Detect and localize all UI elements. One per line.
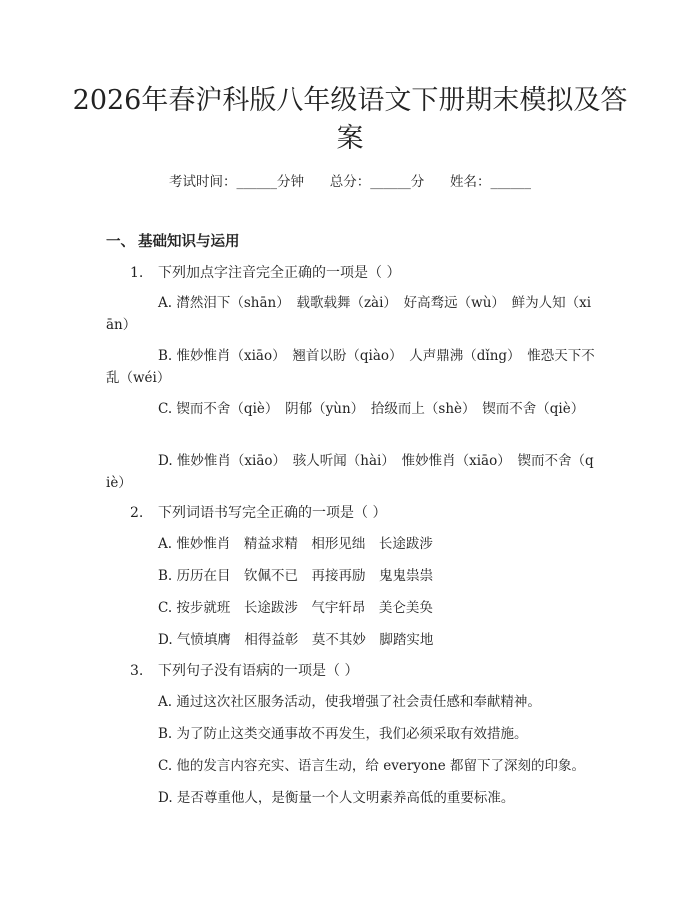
question-3 bbox=[130, 660, 358, 680]
option-1a: A. 潸然泪下（shān） 载歌载舞（zài） 好高骛远（wù） 鲜为人知（xiān） bbox=[106, 295, 592, 333]
score-unit: 分 bbox=[410, 174, 425, 190]
time-blank: ______ bbox=[236, 174, 277, 190]
time-unit: 分钟 bbox=[277, 174, 304, 190]
section-number: 一、 bbox=[106, 233, 135, 250]
score-label: 总分： bbox=[329, 174, 371, 190]
option-1c: C. 锲而不舍（qiè） 阴郁（yùn） 拾级而上（shè） 锲而不舍（qiè） bbox=[158, 401, 585, 417]
option-1b: B. 惟妙惟肖（xiāo） 翘首以盼（qiào） 人声鼎沸（dǐng） 惟恐天下不乱（wéi） bbox=[106, 348, 595, 386]
option-2c: C. 按步就班 长途跋涉 气宇轩昂 美仑美奂 bbox=[158, 600, 433, 616]
option-3a: A. 通过这次社区服务活动，使我增强了社会责任感和奉献精神。 bbox=[158, 694, 541, 710]
name-label: 姓名： bbox=[450, 174, 491, 190]
option-3b: B. 为了防止这类交通事故不再发生，我们必须采取有效措施。 bbox=[158, 726, 528, 742]
name-blank: ______ bbox=[490, 174, 531, 190]
exam-info-line bbox=[0, 170, 700, 190]
question-number: 1. bbox=[130, 265, 144, 281]
score-blank: ______ bbox=[370, 174, 411, 190]
question-2 bbox=[130, 502, 386, 522]
option-3d: D. 是否尊重他人，是衡量一个人文明素养高低的重要标准。 bbox=[158, 790, 515, 806]
section-heading bbox=[106, 230, 240, 251]
question-number: 2. bbox=[130, 505, 144, 521]
page-title: 2026年春沪科版八年级语文下册期末模拟及答案 bbox=[72, 85, 628, 154]
option-1d: D. 惟妙惟肖（xiāo） 骇人听闻（hài） 惟妙惟肖（xiāo） 锲而不舍（qiè） bbox=[106, 453, 594, 491]
option-3c: C. 他的发言内容充实、语言生动，给 everyone 都留下了深刻的印象。 bbox=[158, 758, 586, 774]
option-2a: A. 惟妙惟肖 精益求精 相形见绌 长途跋涉 bbox=[158, 536, 433, 552]
option-2d: D. 气愤填膺 相得益彰 莫不其妙 脚踏实地 bbox=[158, 632, 434, 648]
section-title: 基础知识与运用 bbox=[138, 233, 240, 250]
time-label: 考试时间： bbox=[169, 174, 237, 190]
question-text: 下列句子没有语病的一项是（ ） bbox=[158, 663, 359, 679]
question-1 bbox=[130, 262, 400, 282]
question-text: 下列词语书写完全正确的一项是（ ） bbox=[158, 505, 387, 521]
question-text: 下列加点字注音完全正确的一项是（ ） bbox=[158, 265, 401, 281]
option-2b: B. 历历在目 钦佩不已 再接再励 鬼鬼祟祟 bbox=[158, 568, 434, 584]
question-number: 3. bbox=[130, 663, 144, 679]
